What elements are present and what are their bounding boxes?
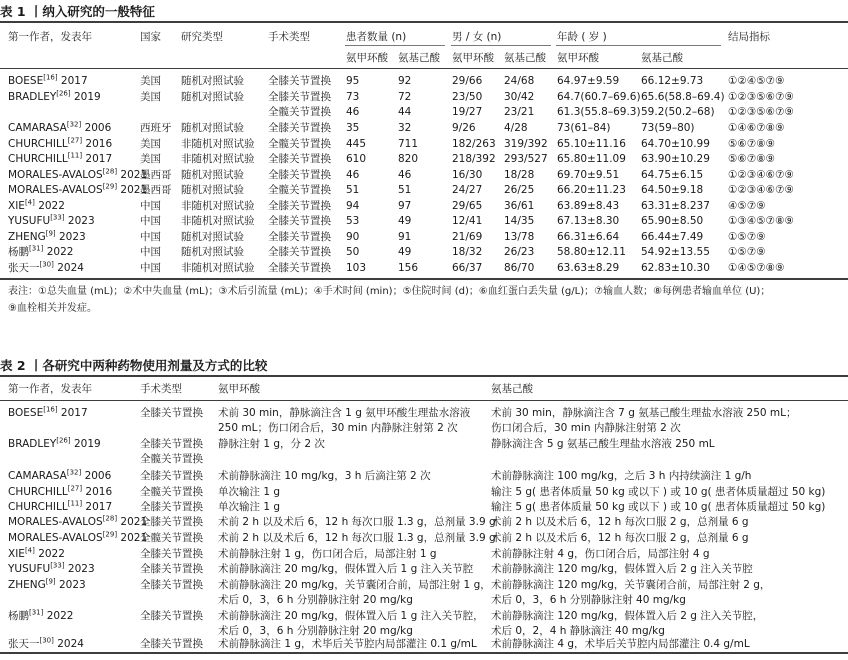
publication-year: 2022 xyxy=(43,246,74,258)
publication-year: 2021 xyxy=(117,516,148,528)
eaca-dosage-cell: 术后 0，3，6 h 分别静脉注射 40 mg/kg xyxy=(491,594,686,606)
t1-header-surgery: 手术类型 xyxy=(268,31,310,43)
eaca-dosage-cell: 术前 2 h 以及术后 6，12 h 每次口服 2 g，总剂量 6 g xyxy=(491,532,749,544)
table1-title: 表 1 丨纳入研究的一般特征 xyxy=(0,4,155,19)
publication-year: 2023 xyxy=(55,231,86,243)
reference-number: [26] xyxy=(56,436,71,445)
eaca-sex-cell: 26/25 xyxy=(504,184,535,196)
author-cell xyxy=(8,168,147,182)
txa-dosage-cell: 250 mL；伤口闭合后，30 min 内静脉注射第 2 次 xyxy=(218,422,458,434)
txa-sex-cell: 21/69 xyxy=(452,231,483,243)
author-cell xyxy=(8,152,112,166)
surgery-cell: 全膝关节置换 xyxy=(140,610,203,622)
eaca-age-cell: 64.70±10.99 xyxy=(641,138,710,150)
author-name: CHURCHILL xyxy=(8,501,68,513)
country-cell: 美国 xyxy=(140,153,161,165)
reference-number: [31] xyxy=(29,608,44,617)
t1-sub-eaca-3: 氨基己酸 xyxy=(641,52,683,64)
author-cell xyxy=(8,214,95,228)
txa-age-cell: 66.31±6.64 xyxy=(557,231,620,243)
author-cell xyxy=(8,230,86,244)
txa-count-cell: 46 xyxy=(346,106,360,118)
outcome-cell: ①④⑤⑦⑧⑨ xyxy=(728,262,785,274)
publication-year: 2006 xyxy=(81,122,112,134)
txa-dosage-cell: 术前静脉滴注 20 mg/kg，假体置入后 1 g 注入关节腔 xyxy=(218,563,474,575)
author-cell xyxy=(8,245,73,259)
outcome-cell: ⑤⑥⑦⑧⑨ xyxy=(728,138,776,150)
outcome-cell: ①⑤⑦⑨ xyxy=(728,246,766,258)
t1-subrule-age xyxy=(556,45,721,46)
reference-number: [9] xyxy=(45,229,56,238)
author-cell xyxy=(8,515,147,529)
eaca-sex-cell: 30/42 xyxy=(504,91,535,103)
reference-number: [26] xyxy=(56,89,71,98)
t1-sub-eaca-2: 氨基己酸 xyxy=(504,52,546,64)
author-cell xyxy=(8,562,95,576)
txa-age-cell: 69.70±9.51 xyxy=(557,169,620,181)
author-name: 张天一 xyxy=(8,638,40,650)
txa-sex-cell: 19/27 xyxy=(452,106,483,118)
outcome-cell: ①③④⑤⑦⑧⑨ xyxy=(728,215,794,227)
eaca-age-cell: 65.90±8.50 xyxy=(641,215,704,227)
surgery-cell: 全膝关节置换 xyxy=(140,548,203,560)
t1-sub-txa-1: 氨甲环酸 xyxy=(346,52,388,64)
outcome-cell: ④⑤⑦⑨ xyxy=(728,200,766,212)
eaca-age-cell: 63.90±10.29 xyxy=(641,153,710,165)
author-name: YUSUFU xyxy=(8,215,51,227)
reference-number: [31] xyxy=(29,244,44,253)
publication-year: 2017 xyxy=(57,407,88,419)
txa-sex-cell: 29/66 xyxy=(452,75,483,87)
surgery-cell: 全髋关节置换 xyxy=(268,138,331,150)
eaca-dosage-cell: 术前 30 min，静脉滴注含 7 g 氨基己酸生理盐水溶液 250 mL； xyxy=(491,407,797,419)
table2-header-rule xyxy=(0,400,848,401)
eaca-count-cell: 711 xyxy=(398,138,419,150)
design-cell: 随机对照试验 xyxy=(181,246,244,258)
t1-subrule-patients xyxy=(345,45,445,46)
author-cell xyxy=(8,609,73,623)
reference-number: [32] xyxy=(66,468,82,477)
reference-number: [27] xyxy=(67,136,83,145)
table1-note-line2: ⑨血栓相关并发症。 xyxy=(8,303,97,314)
txa-count-cell: 50 xyxy=(346,246,360,258)
reference-number: [30] xyxy=(39,636,54,645)
eaca-count-cell: 49 xyxy=(398,215,412,227)
eaca-dosage-cell: 术后 0，2，4 h 静脉滴注 40 mg/kg xyxy=(491,625,665,637)
txa-dosage-cell: 术前静脉滴注 20 mg/kg，假体置入后 1 g 注入关节腔， xyxy=(218,610,484,622)
reference-number: [16] xyxy=(43,73,58,82)
author-name: ZHENG xyxy=(8,579,46,591)
eaca-age-cell: 59.2(50.2–68) xyxy=(641,106,715,118)
reference-number: [11] xyxy=(67,499,83,508)
eaca-count-cell: 820 xyxy=(398,153,419,165)
country-cell: 美国 xyxy=(140,138,161,150)
txa-sex-cell: 24/27 xyxy=(452,184,483,196)
eaca-age-cell: 62.83±10.30 xyxy=(641,262,710,274)
country-cell: 中国 xyxy=(140,200,161,212)
txa-age-cell: 64.97±9.59 xyxy=(557,75,620,87)
txa-dosage-cell: 术前 2 h 以及术后 6，12 h 每次口服 1.3 g，总剂量 3.9 g xyxy=(218,516,496,528)
txa-count-cell: 73 xyxy=(346,91,360,103)
author-cell xyxy=(8,469,111,483)
country-cell: 中国 xyxy=(140,246,161,258)
eaca-count-cell: 156 xyxy=(398,262,419,274)
outcome-cell: ①⑤⑦⑨ xyxy=(728,231,766,243)
table1-header-rule xyxy=(0,68,848,69)
surgery-cell: 全膝关节置换 xyxy=(268,246,331,258)
t2-header-surgery: 手术类型 xyxy=(140,383,182,395)
author-name: ZHENG xyxy=(8,231,46,243)
eaca-dosage-cell: 伤口闭合后，30 min 内静脉注射第 2 次 xyxy=(491,422,681,434)
eaca-count-cell: 46 xyxy=(398,169,412,181)
t1-header-patients: 患者数量 (n) xyxy=(346,31,407,43)
eaca-sex-cell: 23/21 xyxy=(504,106,535,118)
surgery-cell: 全膝关节置换 xyxy=(140,407,203,419)
surgery-cell: 全膝关节置换 xyxy=(268,231,331,243)
txa-sex-cell: 9/26 xyxy=(452,122,476,134)
surgery-cell: 全髋关节置换 xyxy=(140,486,203,498)
author-name: 杨鹏 xyxy=(8,246,29,258)
eaca-dosage-cell: 术前静脉滴注 120 mg/kg，关节囊闭合前，局部注射 2 g， xyxy=(491,579,771,591)
eaca-count-cell: 49 xyxy=(398,246,412,258)
author-name: BOESE xyxy=(8,407,44,419)
eaca-sex-cell: 86/70 xyxy=(504,262,535,274)
txa-sex-cell: 12/41 xyxy=(452,215,483,227)
reference-number: [16] xyxy=(43,405,58,414)
design-cell: 随机对照试验 xyxy=(181,75,244,87)
eaca-count-cell: 44 xyxy=(398,106,412,118)
outcome-cell: ①②③④⑥⑦⑨ xyxy=(728,184,794,196)
txa-count-cell: 445 xyxy=(346,138,367,150)
table1-bottom-rule xyxy=(0,278,848,280)
t2-header-eaca: 氨基己酸 xyxy=(491,383,533,395)
txa-age-cell: 66.20±11.23 xyxy=(557,184,626,196)
surgery-cell: 全膝关节置换 xyxy=(140,501,203,513)
txa-count-cell: 53 xyxy=(346,215,360,227)
author-cell xyxy=(8,121,111,135)
txa-sex-cell: 18/32 xyxy=(452,246,483,258)
txa-age-cell: 61.3(55.8–69.3) xyxy=(557,106,641,118)
reference-number: [4] xyxy=(24,546,35,555)
txa-count-cell: 610 xyxy=(346,153,367,165)
txa-dosage-cell: 术前静脉滴注 20 mg/kg，关节囊闭合前，局部注射 1 g， xyxy=(218,579,491,591)
author-name: CHURCHILL xyxy=(8,486,68,498)
txa-age-cell: 64.7(60.7–69.6) xyxy=(557,91,641,103)
txa-dosage-cell: 术前静脉滴注 10 mg/kg，3 h 后滴注第 2 次 xyxy=(218,470,431,482)
author-cell xyxy=(8,531,147,545)
eaca-sex-cell: 319/392 xyxy=(504,138,548,150)
country-cell: 中国 xyxy=(140,215,161,227)
table1-note-line1: 表注：①总失血量 (mL)；②术中失血量 (mL)；③术后引流量 (mL)；④手术时间 (min)；⑤住院时间 (d)；⑥血红蛋白丢失量 (g/L)；⑦输血人数；⑧每例患者输血单位 (U)； xyxy=(8,286,771,297)
country-cell: 中国 xyxy=(140,231,161,243)
txa-age-cell: 65.10±11.16 xyxy=(557,138,626,150)
author-cell xyxy=(8,437,101,451)
reference-number: [30] xyxy=(39,260,54,269)
surgery-cell: 全膝关节置换 xyxy=(140,470,203,482)
author-cell xyxy=(8,199,65,213)
t1-sub-txa-2: 氨甲环酸 xyxy=(452,52,494,64)
reference-number: [33] xyxy=(50,561,65,570)
eaca-count-cell: 51 xyxy=(398,184,412,196)
design-cell: 随机对照试验 xyxy=(181,184,244,196)
reference-number: [29] xyxy=(102,182,118,191)
eaca-age-cell: 66.44±7.49 xyxy=(641,231,704,243)
author-name: CAMARASA xyxy=(8,470,67,482)
eaca-dosage-cell: 术前静脉滴注 4 g，术毕后关节腔内局部灌注 0.4 g/mL xyxy=(491,638,750,650)
eaca-sex-cell: 13/78 xyxy=(504,231,535,243)
reference-number: [27] xyxy=(67,484,83,493)
eaca-age-cell: 64.75±6.15 xyxy=(641,169,704,181)
author-cell xyxy=(8,406,88,420)
country-cell: 墨西哥 xyxy=(140,184,172,196)
t2-header-txa: 氨甲环酸 xyxy=(218,383,260,395)
author-cell xyxy=(8,637,84,651)
eaca-dosage-cell: 输注 5 g( 患者体质量 50 kg 或以下 ) 或 10 g( 患者体质量超过 50 kg) xyxy=(491,486,826,498)
surgery-cell: 全髋关节置换 xyxy=(140,453,203,465)
surgery-cell: 全膝关节置换 xyxy=(268,153,331,165)
author-name: 张天一 xyxy=(8,262,40,274)
publication-year: 2021 xyxy=(117,184,148,196)
eaca-age-cell: 73(59–80) xyxy=(641,122,695,134)
eaca-dosage-cell: 术前静脉滴注 120 mg/kg，假体置入后 2 g 注入关节腔 xyxy=(491,563,753,575)
design-cell: 非随机对照试验 xyxy=(181,215,255,227)
reference-number: [29] xyxy=(102,530,118,539)
t1-header-age: 年龄 ( 岁 ) xyxy=(557,31,607,43)
publication-year: 2017 xyxy=(57,75,88,87)
outcome-cell: ①④⑥⑦⑧⑨ xyxy=(728,122,785,134)
author-cell xyxy=(8,74,88,88)
eaca-age-cell: 63.31±8.237 xyxy=(641,200,710,212)
txa-age-cell: 63.89±8.43 xyxy=(557,200,620,212)
publication-year: 2023 xyxy=(64,215,95,227)
author-cell xyxy=(8,500,112,514)
eaca-sex-cell: 14/35 xyxy=(504,215,535,227)
t1-header-author: 第一作者，发表年 xyxy=(8,31,92,43)
country-cell: 美国 xyxy=(140,75,161,87)
author-name: BRADLEY xyxy=(8,91,57,103)
author-name: MORALES-AVALOS xyxy=(8,184,103,196)
author-name: XIE xyxy=(8,200,25,212)
table2-top-rule xyxy=(0,375,848,377)
txa-age-cell: 63.63±8.29 xyxy=(557,262,620,274)
surgery-cell: 全膝关节置换 xyxy=(268,91,331,103)
publication-year: 2022 xyxy=(34,200,65,212)
eaca-count-cell: 32 xyxy=(398,122,412,134)
txa-count-cell: 51 xyxy=(346,184,360,196)
t1-sub-eaca-1: 氨基己酸 xyxy=(398,52,440,64)
eaca-age-cell: 54.92±13.55 xyxy=(641,246,710,258)
table1-top-rule xyxy=(0,21,848,23)
surgery-cell: 全膝关节置换 xyxy=(268,215,331,227)
author-name: 杨鹏 xyxy=(8,610,29,622)
publication-year: 2017 xyxy=(82,153,113,165)
t1-header-sex: 男 / 女 (n) xyxy=(452,31,502,43)
eaca-dosage-cell: 术前 2 h 以及术后 6，12 h 每次口服 2 g，总剂量 6 g xyxy=(491,516,749,528)
outcome-cell: ①②③⑤⑥⑦⑨ xyxy=(728,91,794,103)
eaca-dosage-cell: 输注 5 g( 患者体质量 50 kg 或以下 ) 或 10 g( 患者体质量超过 50 kg) xyxy=(491,501,826,513)
eaca-age-cell: 65.6(58.8–69.4) xyxy=(641,91,725,103)
txa-dosage-cell: 单次输注 1 g xyxy=(218,501,281,513)
publication-year: 2024 xyxy=(53,262,84,274)
txa-age-cell: 67.13±8.30 xyxy=(557,215,620,227)
author-cell xyxy=(8,485,112,499)
design-cell: 随机对照试验 xyxy=(181,91,244,103)
author-cell xyxy=(8,183,147,197)
t1-header-design: 研究类型 xyxy=(181,31,223,43)
reference-number: [32] xyxy=(66,120,82,129)
txa-count-cell: 46 xyxy=(346,169,360,181)
publication-year: 2006 xyxy=(81,470,112,482)
eaca-sex-cell: 36/61 xyxy=(504,200,535,212)
author-cell xyxy=(8,578,86,592)
outcome-cell: ①②④⑤⑦⑨ xyxy=(728,75,785,87)
author-name: MORALES-AVALOS xyxy=(8,532,103,544)
design-cell: 非随机对照试验 xyxy=(181,138,255,150)
txa-dosage-cell: 术后 0，3，6 h 分别静脉注射 20 mg/kg xyxy=(218,594,413,606)
country-cell: 墨西哥 xyxy=(140,169,172,181)
surgery-cell: 全膝关节置换 xyxy=(140,638,203,650)
txa-sex-cell: 23/50 xyxy=(452,91,483,103)
txa-dosage-cell: 术后 0，3，6 h 分别静脉注射 20 mg/kg xyxy=(218,625,413,637)
eaca-age-cell: 66.12±9.73 xyxy=(641,75,704,87)
country-cell: 西班牙 xyxy=(140,122,172,134)
table2-bottom-rule xyxy=(0,652,848,654)
publication-year: 2022 xyxy=(34,548,65,560)
surgery-cell: 全髋关节置换 xyxy=(140,532,203,544)
txa-dosage-cell: 单次输注 1 g xyxy=(218,486,281,498)
country-cell: 美国 xyxy=(140,91,161,103)
surgery-cell: 全膝关节置换 xyxy=(140,516,203,528)
publication-year: 2016 xyxy=(82,138,113,150)
t2-header-author: 第一作者，发表年 xyxy=(8,383,92,395)
design-cell: 非随机对照试验 xyxy=(181,262,255,274)
reference-number: [28] xyxy=(102,167,118,176)
publication-year: 2023 xyxy=(55,579,86,591)
outcome-cell: ①②③④⑥⑦⑨ xyxy=(728,169,794,181)
publication-year: 2022 xyxy=(43,610,74,622)
txa-dosage-cell: 术前静脉滴注 1 g，术毕后关节腔内局部灌注 0.1 g/mL xyxy=(218,638,477,650)
author-cell xyxy=(8,261,84,275)
outcome-cell: ①②③⑤⑥⑦⑨ xyxy=(728,106,794,118)
txa-age-cell: 73(61–84) xyxy=(557,122,611,134)
eaca-dosage-cell: 静脉滴注含 5 g 氨基己酸生理盐水溶液 250 mL xyxy=(491,438,715,450)
surgery-cell: 全膝关节置换 xyxy=(268,200,331,212)
surgery-cell: 全膝关节置换 xyxy=(140,579,203,591)
t1-subrule-sex xyxy=(451,45,551,46)
author-name: MORALES-AVALOS xyxy=(8,516,103,528)
author-name: CHURCHILL xyxy=(8,153,68,165)
surgery-cell: 全髋关节置换 xyxy=(268,184,331,196)
eaca-dosage-cell: 术前静脉注射 4 g，伤口闭合后，局部注射 4 g xyxy=(491,548,710,560)
txa-sex-cell: 16/30 xyxy=(452,169,483,181)
author-name: CHURCHILL xyxy=(8,138,68,150)
txa-dosage-cell: 术前 2 h 以及术后 6，12 h 每次口服 1.3 g，总剂量 3.9 g xyxy=(218,532,496,544)
eaca-count-cell: 97 xyxy=(398,200,412,212)
eaca-age-cell: 64.50±9.18 xyxy=(641,184,704,196)
surgery-cell: 全膝关节置换 xyxy=(140,563,203,575)
eaca-sex-cell: 4/28 xyxy=(504,122,528,134)
design-cell: 随机对照试验 xyxy=(181,122,244,134)
eaca-sex-cell: 24/68 xyxy=(504,75,535,87)
surgery-cell: 全膝关节置换 xyxy=(268,122,331,134)
outcome-cell: ⑤⑥⑦⑧⑨ xyxy=(728,153,776,165)
txa-count-cell: 95 xyxy=(346,75,360,87)
reference-number: [28] xyxy=(102,514,118,523)
eaca-dosage-cell: 术前静脉滴注 120 mg/kg，假体置入后 2 g 注入关节腔， xyxy=(491,610,764,622)
author-name: XIE xyxy=(8,548,25,560)
txa-dosage-cell: 术前 30 min，静脉滴注含 1 g 氨甲环酸生理盐水溶液 xyxy=(218,407,471,419)
design-cell: 非随机对照试验 xyxy=(181,153,255,165)
reference-number: [33] xyxy=(50,213,65,222)
table2-title: 表 2 丨各研究中两种药物使用剂量及方式的比较 xyxy=(0,358,268,373)
reference-number: [4] xyxy=(24,198,35,207)
publication-year: 2021 xyxy=(117,532,148,544)
author-cell xyxy=(8,90,101,104)
t1-sub-txa-3: 氨甲环酸 xyxy=(557,52,599,64)
txa-count-cell: 35 xyxy=(346,122,360,134)
publication-year: 2021 xyxy=(117,169,148,181)
design-cell: 随机对照试验 xyxy=(181,169,244,181)
publication-year: 2024 xyxy=(53,638,84,650)
design-cell: 随机对照试验 xyxy=(181,231,244,243)
txa-sex-cell: 218/392 xyxy=(452,153,496,165)
txa-count-cell: 90 xyxy=(346,231,360,243)
publication-year: 2017 xyxy=(82,501,113,513)
design-cell: 非随机对照试验 xyxy=(181,200,255,212)
txa-sex-cell: 29/65 xyxy=(452,200,483,212)
eaca-sex-cell: 18/28 xyxy=(504,169,535,181)
surgery-cell: 全膝关节置换 xyxy=(140,438,203,450)
eaca-sex-cell: 26/23 xyxy=(504,246,535,258)
reference-number: [11] xyxy=(67,151,83,160)
eaca-count-cell: 91 xyxy=(398,231,412,243)
author-name: YUSUFU xyxy=(8,563,51,575)
txa-count-cell: 94 xyxy=(346,200,360,212)
eaca-count-cell: 72 xyxy=(398,91,412,103)
publication-year: 2019 xyxy=(70,91,101,103)
publication-year: 2016 xyxy=(82,486,113,498)
eaca-count-cell: 92 xyxy=(398,75,412,87)
t1-header-country: 国家 xyxy=(140,31,161,43)
author-cell xyxy=(8,547,65,561)
author-cell xyxy=(8,137,112,151)
txa-sex-cell: 182/263 xyxy=(452,138,496,150)
txa-count-cell: 103 xyxy=(346,262,367,274)
reference-number: [9] xyxy=(45,577,56,586)
author-name: CAMARASA xyxy=(8,122,67,134)
txa-dosage-cell: 术前静脉注射 1 g，伤口闭合后，局部注射 1 g xyxy=(218,548,437,560)
surgery-cell: 全膝关节置换 xyxy=(268,75,331,87)
surgery-cell: 全髋关节置换 xyxy=(268,106,331,118)
txa-age-cell: 58.80±12.11 xyxy=(557,246,626,258)
txa-sex-cell: 66/37 xyxy=(452,262,483,274)
author-name: BOESE xyxy=(8,75,44,87)
txa-age-cell: 65.80±11.09 xyxy=(557,153,626,165)
eaca-dosage-cell: 术前静脉滴注 100 mg/kg，之后 3 h 内持续滴注 1 g/h xyxy=(491,470,752,482)
txa-dosage-cell: 静脉注射 1 g，分 2 次 xyxy=(218,438,325,450)
t1-header-outcome: 结局指标 xyxy=(728,31,770,43)
publication-year: 2023 xyxy=(64,563,95,575)
surgery-cell: 全膝关节置换 xyxy=(268,262,331,274)
author-name: BRADLEY xyxy=(8,438,57,450)
eaca-sex-cell: 293/527 xyxy=(504,153,548,165)
surgery-cell: 全膝关节置换 xyxy=(268,169,331,181)
publication-year: 2019 xyxy=(70,438,101,450)
author-name: MORALES-AVALOS xyxy=(8,169,103,181)
country-cell: 中国 xyxy=(140,262,161,274)
